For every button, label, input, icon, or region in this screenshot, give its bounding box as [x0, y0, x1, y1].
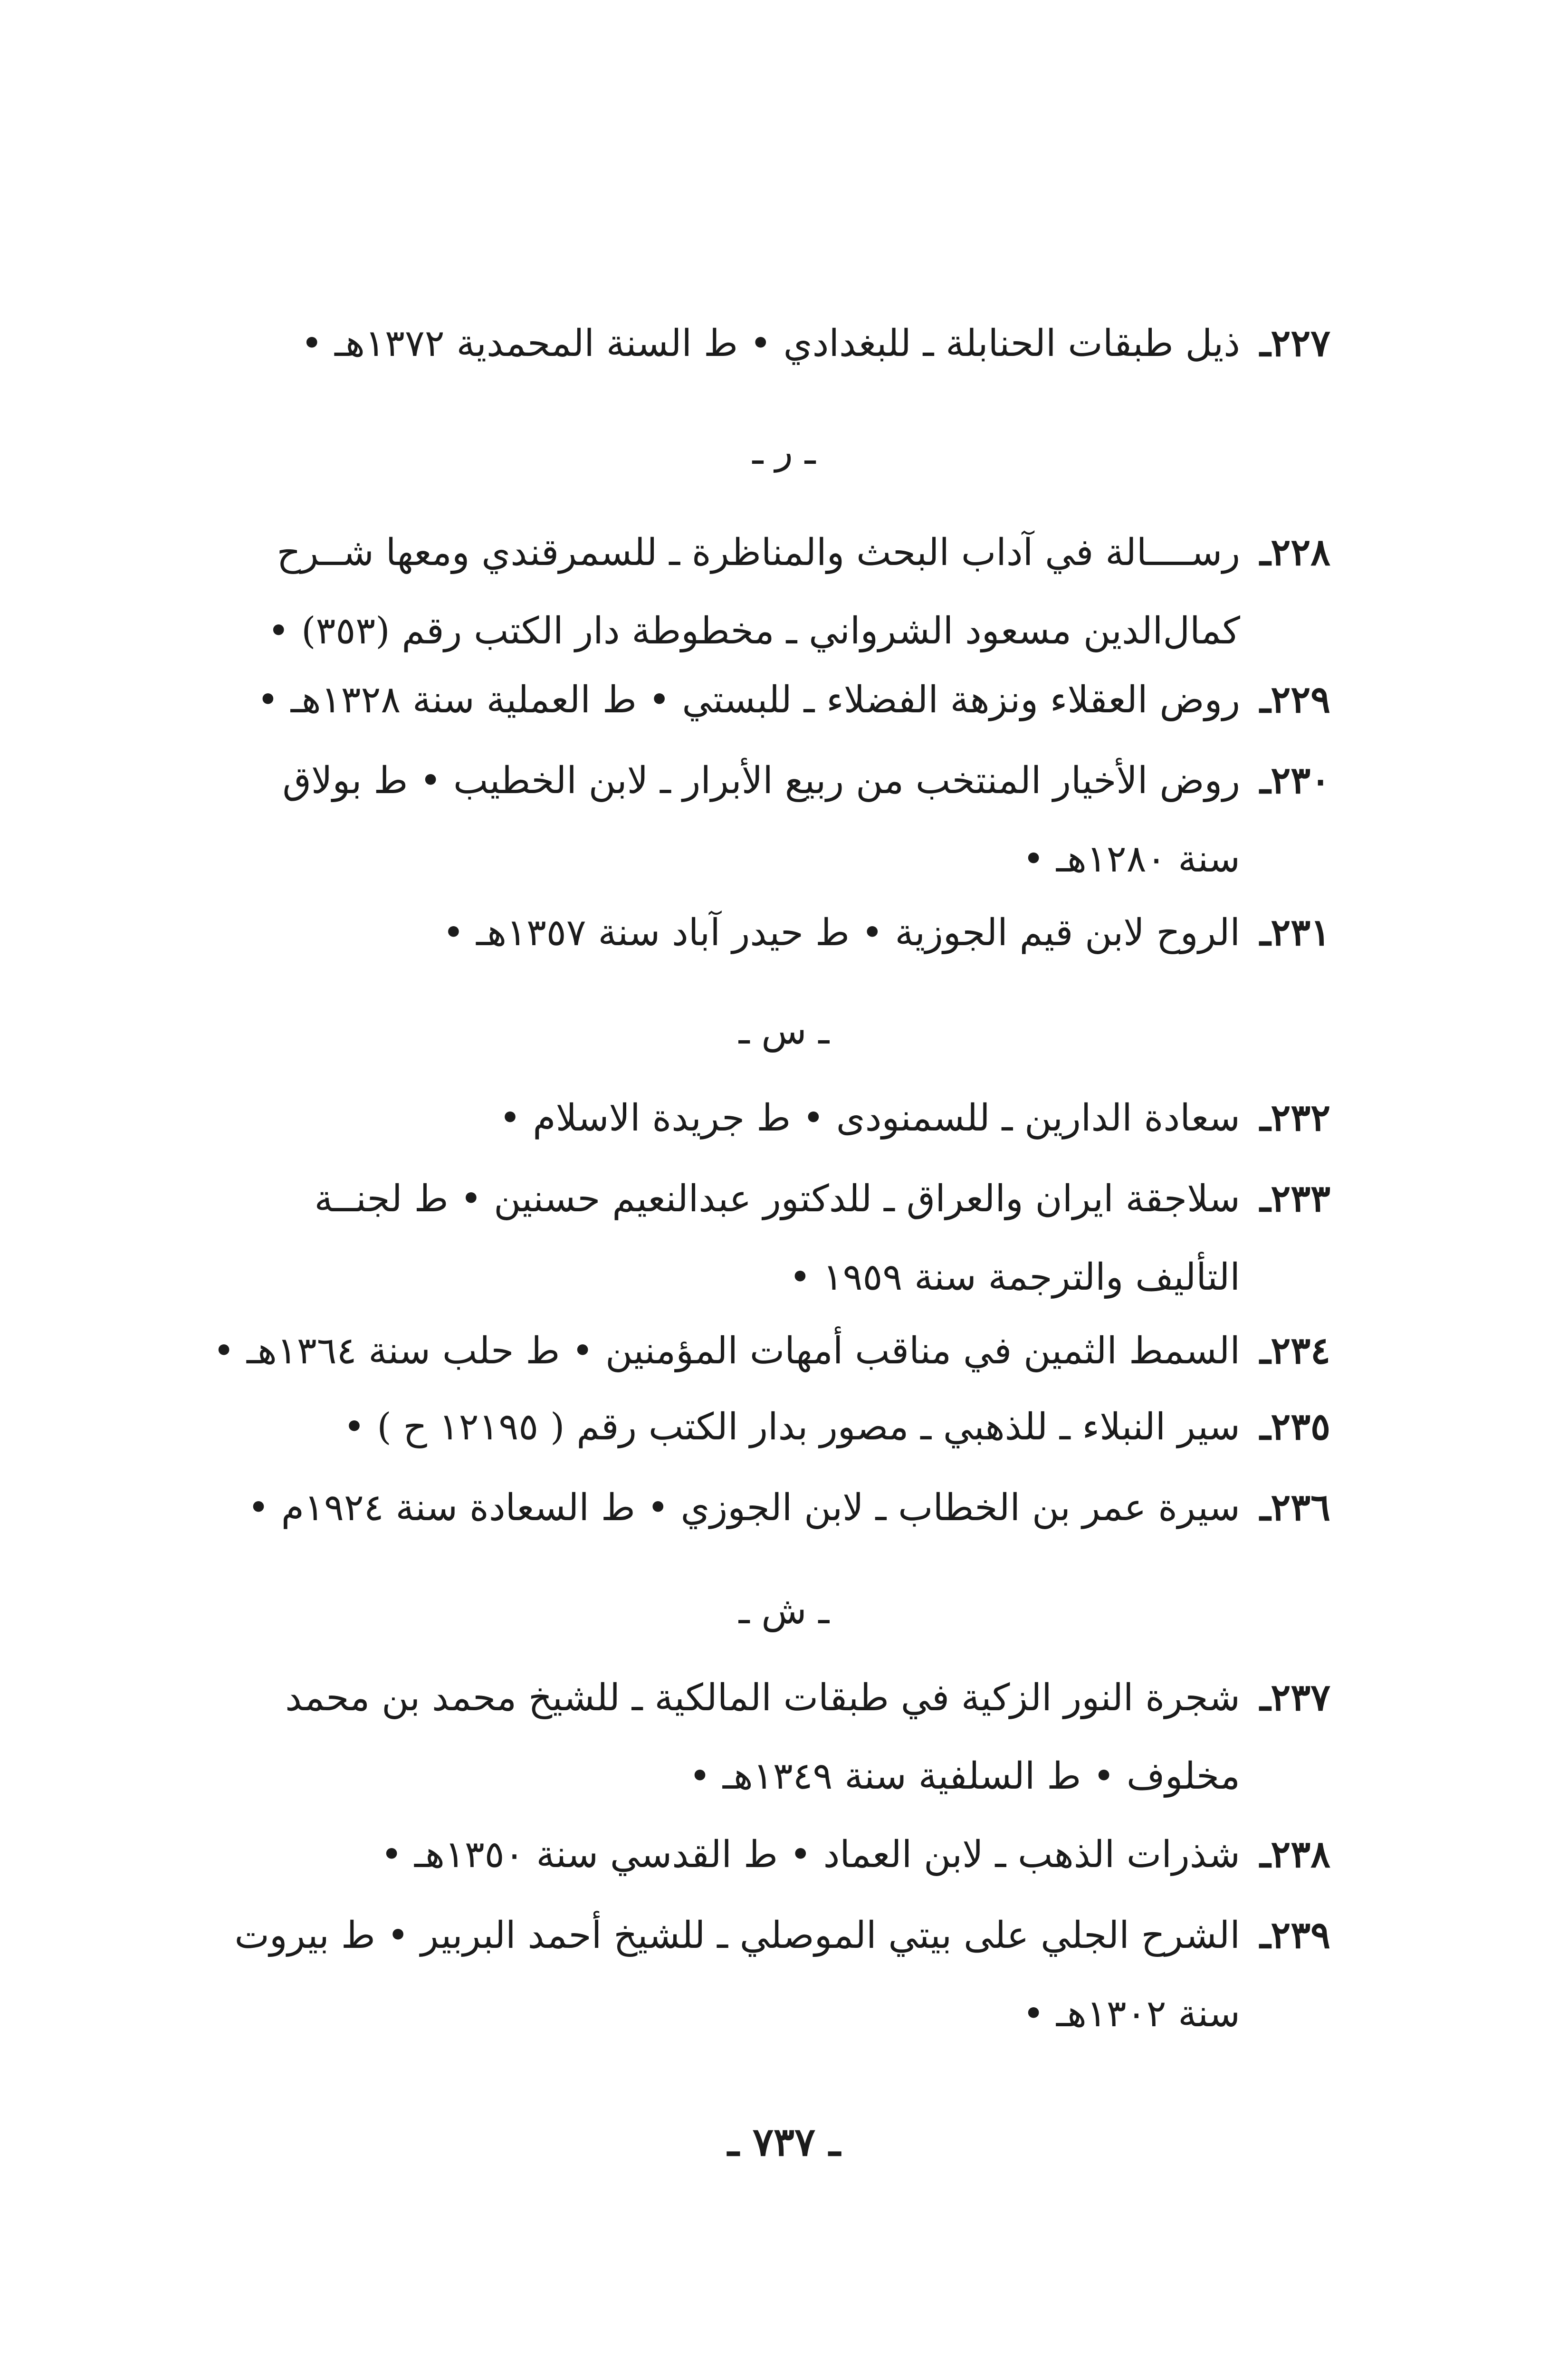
bibliography-entry [223, 1388, 1330, 1466]
bibliography-entry [223, 1896, 1330, 2053]
bibliography-entry [223, 661, 1330, 739]
bibliography-entry [223, 513, 1330, 671]
entry-text: سلاجقة ايران والعراق ـ للدكتور عبدالنعيم حسنين • ط لجنــة [314, 1178, 1240, 1220]
page-number: ـ ٧٣٧ ـ [727, 2119, 841, 2165]
bibliography-entry [223, 1658, 1330, 1816]
bibliography-entry [223, 304, 1330, 383]
bibliography-entry [223, 1079, 1330, 1158]
bibliography-entry [213, 1312, 1330, 1390]
entry-text: شذرات الذهب ـ لابن العماد • ط القدسي سنة ١٣٥٠هـ • [381, 1833, 1240, 1876]
bibliography-entry [223, 893, 1330, 972]
entry-number: ٢٣٦ـ [1260, 1486, 1330, 1529]
entry-text: روض العقلاء ونزهة الفضلاء ـ للبستي • ط العملية سنة ١٣٢٨هـ • [257, 679, 1240, 721]
entry-text-continued: كمال‌الدين مسعود الشرواني ـ مخطوطة دار الكتب رقم (٣٥٣) • [268, 610, 1240, 652]
bibliography-entry [223, 1159, 1330, 1317]
entry-text: الشرح الجلي على بيتي الموصلي ـ للشيخ أحمد البربير • ط بيروت [234, 1914, 1240, 1957]
bibliography-entry [223, 1468, 1330, 1547]
entry-number: ٢٣٣ـ [1260, 1177, 1330, 1220]
entry-text: السمط الثمين في مناقب أمهات المؤمنين • ط حلب سنة ١٣٦٤هـ • [213, 1330, 1240, 1372]
entry-number: ٢٣٥ـ [1260, 1405, 1330, 1448]
section-heading-shin: ـ ش ـ [738, 1590, 830, 1632]
entry-text-continued: سنة ١٣٠٢هـ • [1023, 1993, 1240, 2035]
entry-number: ٢٣٠ـ [1260, 759, 1330, 802]
entry-number: ٢٢٧ـ [1260, 322, 1330, 365]
entry-number: ٢٣٧ـ [1260, 1676, 1330, 1719]
entry-text: شجرة النور الزكية في طبقات المالكية ـ للشيخ محمد بن محمد [285, 1677, 1240, 1719]
entry-number: ٢٢٨ـ [1260, 531, 1330, 574]
section-heading-ra: ـ ر ـ [752, 430, 816, 473]
entry-text: سير النبلاء ـ للذهبي ـ مصور بدار الكتب رقم ( ١٢١٩٥ ح ) • [343, 1406, 1240, 1448]
entry-text-continued: سنة ١٢٨٠هـ • [1023, 838, 1240, 881]
entry-number: ٢٣٢ـ [1260, 1096, 1330, 1140]
entry-text: سعادة الدارين ـ للسمنودى • ط جريدة الاسلام • [499, 1097, 1240, 1140]
entry-number: ٢٣٩ـ [1260, 1914, 1330, 1957]
entry-text: سيرة عمر بن الخطاب ـ لابن الجوزي • ط السعادة سنة ١٩٢٤م • [247, 1486, 1240, 1529]
entry-text: ذيل طبقات الحنابلة ـ للبغدادي • ط السنة المحمدية ١٣٧٢هـ • [301, 322, 1240, 365]
bibliography-entry [223, 741, 1330, 899]
entry-number: ٢٣١ـ [1260, 911, 1330, 954]
entry-text-continued: التأليف والترجمة سنة ١٩٥٩ • [789, 1256, 1240, 1299]
section-heading-sin: ـ س ـ [738, 1010, 830, 1053]
entry-text: روض الأخيار المنتخب من ربيع الأبرار ـ لابن الخطيب • ط بولاق [282, 759, 1240, 802]
entry-number: ٢٣٤ـ [1260, 1329, 1330, 1372]
entry-number: ٢٣٨ـ [1260, 1833, 1330, 1876]
entry-text: الروح لابن قيم الجوزية • ط حيدر آباد سنة ١٣٥٧هـ • [442, 911, 1240, 954]
entry-text-continued: مخلوف • ط السلفية سنة ١٣٤٩هـ • [689, 1755, 1240, 1798]
entry-number: ٢٢٩ـ [1260, 678, 1330, 721]
entry-text: رســــالة في آداب البحث والمناظرة ـ للسمرقندي ومعها شــرح [277, 531, 1240, 574]
bibliography-entry [223, 1815, 1330, 1894]
